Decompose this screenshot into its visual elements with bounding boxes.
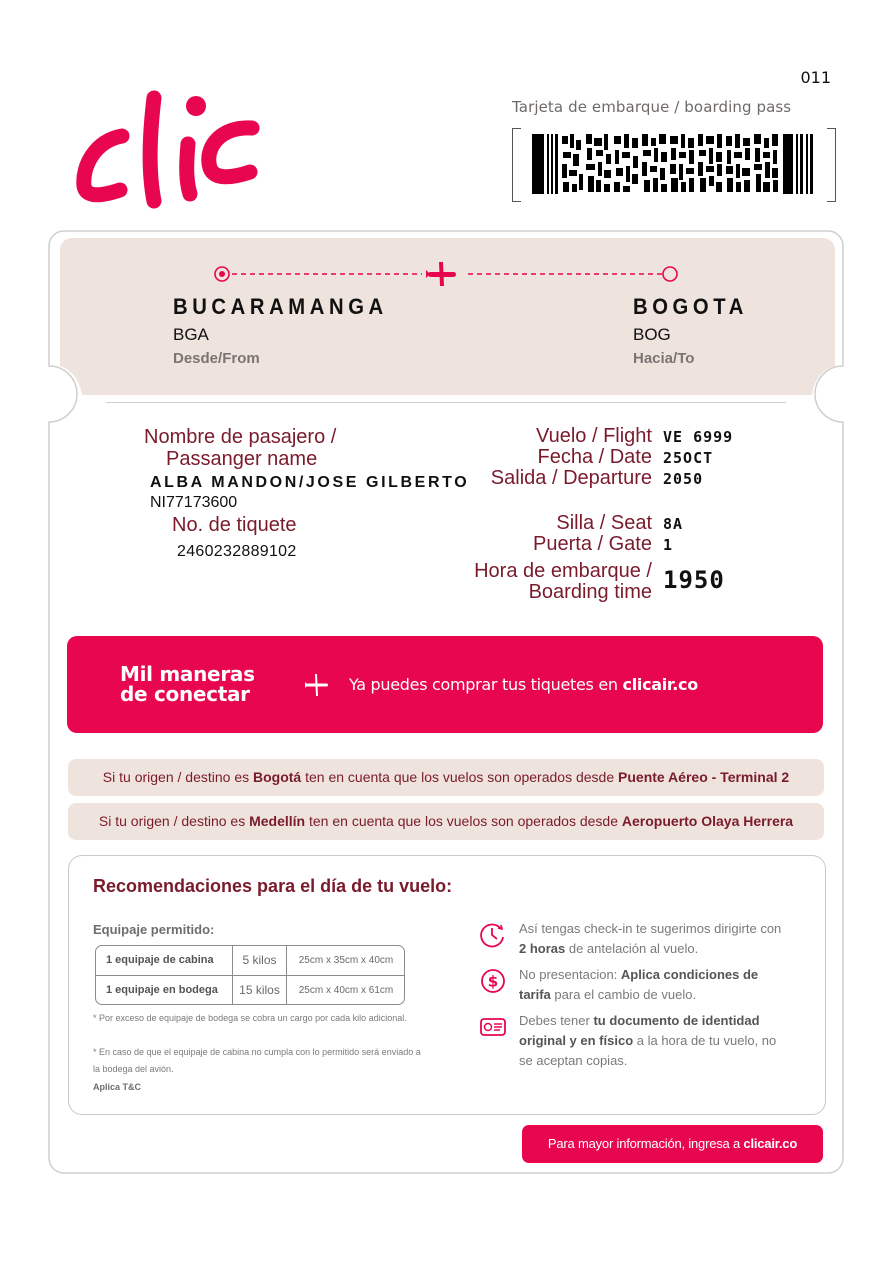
- promo-link[interactable]: clicair.co: [622, 675, 698, 694]
- destination-label: Hacia/To: [633, 350, 695, 367]
- origin-code: BGA: [173, 325, 209, 344]
- date-label: Fecha / Date: [537, 446, 652, 468]
- destination-city: BOGOTA: [633, 294, 748, 319]
- tip-id-document: Debes tener tu documento de identidad original y en físico a la hora de tu vuelo, no se aceptan copias.: [519, 1011, 789, 1071]
- dollar-icon: [479, 967, 507, 995]
- notice-bogota: Si tu origen / destino es Bogotá ten en cuenta que los vuelos son operados desde Puente Aéreo - Terminal 2: [68, 759, 824, 796]
- airplane-icon: [426, 262, 456, 286]
- destination-code: BOG: [633, 325, 671, 344]
- recommendations-box: [68, 855, 826, 1115]
- passenger-id: NI77173600: [150, 494, 238, 511]
- destination: [633, 294, 758, 367]
- reference-number: 011: [800, 68, 831, 87]
- baggage-note: * Por exceso de equipaje de bodega se cobra un cargo por cada kilo adicional.: [93, 1013, 407, 1023]
- barcode-bracket-left: [512, 128, 521, 202]
- passenger-name: ALBA MANDON/JOSE GILBERTO: [150, 474, 470, 491]
- table-row: 1 equipaje de cabina 5 kilos 25cm x 35cm x 40cm: [96, 946, 404, 975]
- clic-logo: [70, 86, 260, 211]
- origin: [173, 294, 406, 367]
- flight-label: Vuelo / Flight: [536, 425, 652, 447]
- promo-banner[interactable]: [67, 636, 823, 733]
- terms-conditions: Aplica T&C: [93, 1082, 142, 1092]
- tip-no-show: $ No presentacion: Aplica condiciones de tarifa para el cambio de vuelo.: [519, 965, 789, 1005]
- seat-label: Silla / Seat: [556, 512, 652, 534]
- route-line: [212, 262, 682, 286]
- boarding-time-value: 1950: [663, 566, 725, 594]
- table-row: 1 equipaje en bodega 15 kilos 25cm x 40cm x 61cm: [96, 975, 404, 1005]
- more-info-button[interactable]: Para mayor información, ingresa a clicair.co: [522, 1125, 823, 1163]
- baggage-table: [95, 945, 405, 1005]
- svg-text:$: $: [487, 972, 499, 991]
- origin-label: Desde/From: [173, 350, 260, 367]
- barcode-area: [512, 128, 836, 200]
- seat-value: 8A: [663, 515, 684, 533]
- departure-value: 2050: [663, 470, 704, 488]
- divider: [106, 402, 786, 403]
- date-value: 25OCT: [663, 449, 714, 467]
- ticket-number: 2460232889102: [177, 543, 297, 560]
- id-card-icon: [479, 1013, 507, 1041]
- destination-circle-icon: [663, 267, 677, 281]
- baggage-title: Equipaje permitido:: [93, 922, 215, 937]
- ticket-number-label: No. de tiquete: [172, 514, 297, 536]
- recommendations-title: Recomendaciones para el día de tu vuelo:: [93, 876, 453, 896]
- barcode-bracket-right: [827, 128, 836, 202]
- pdf417-barcode-icon: [532, 134, 816, 194]
- airplane-icon: [303, 673, 331, 697]
- flight-value: VE 6999: [663, 428, 734, 446]
- origin-city: BUCARAMANGA: [173, 294, 388, 319]
- tip-checkin: Así tengas check-in te sugerimos dirigirte con 2 horas de antelación al vuelo.: [519, 919, 789, 959]
- clock-icon: [479, 921, 507, 949]
- passenger-name-label: Nombre de pasajero / Passanger name: [144, 426, 337, 470]
- notice-medellin: Si tu origen / destino es Medellín ten en cuenta que los vuelos son operados desde Aeropuerto Olaya Herrera: [68, 803, 824, 840]
- promo-text: Ya puedes comprar tus tiquetes en clicair.co: [349, 675, 698, 694]
- gate-value: 1: [663, 536, 674, 554]
- promo-title: Mil maneras de conectar: [120, 662, 255, 706]
- departure-label: Salida / Departure: [490, 467, 652, 489]
- boarding-time-label: Hora de embarque / Boarding time: [474, 560, 652, 603]
- gate-label: Puerta / Gate: [533, 533, 652, 555]
- more-info-link[interactable]: clicair.co: [743, 1136, 798, 1151]
- baggage-note: * En caso de que el equipaje de cabina no cumpla con lo permitido será enviado a la bodega del avión.: [93, 1047, 421, 1074]
- boarding-pass-title: Tarjeta de embarque / boarding pass: [512, 98, 792, 116]
